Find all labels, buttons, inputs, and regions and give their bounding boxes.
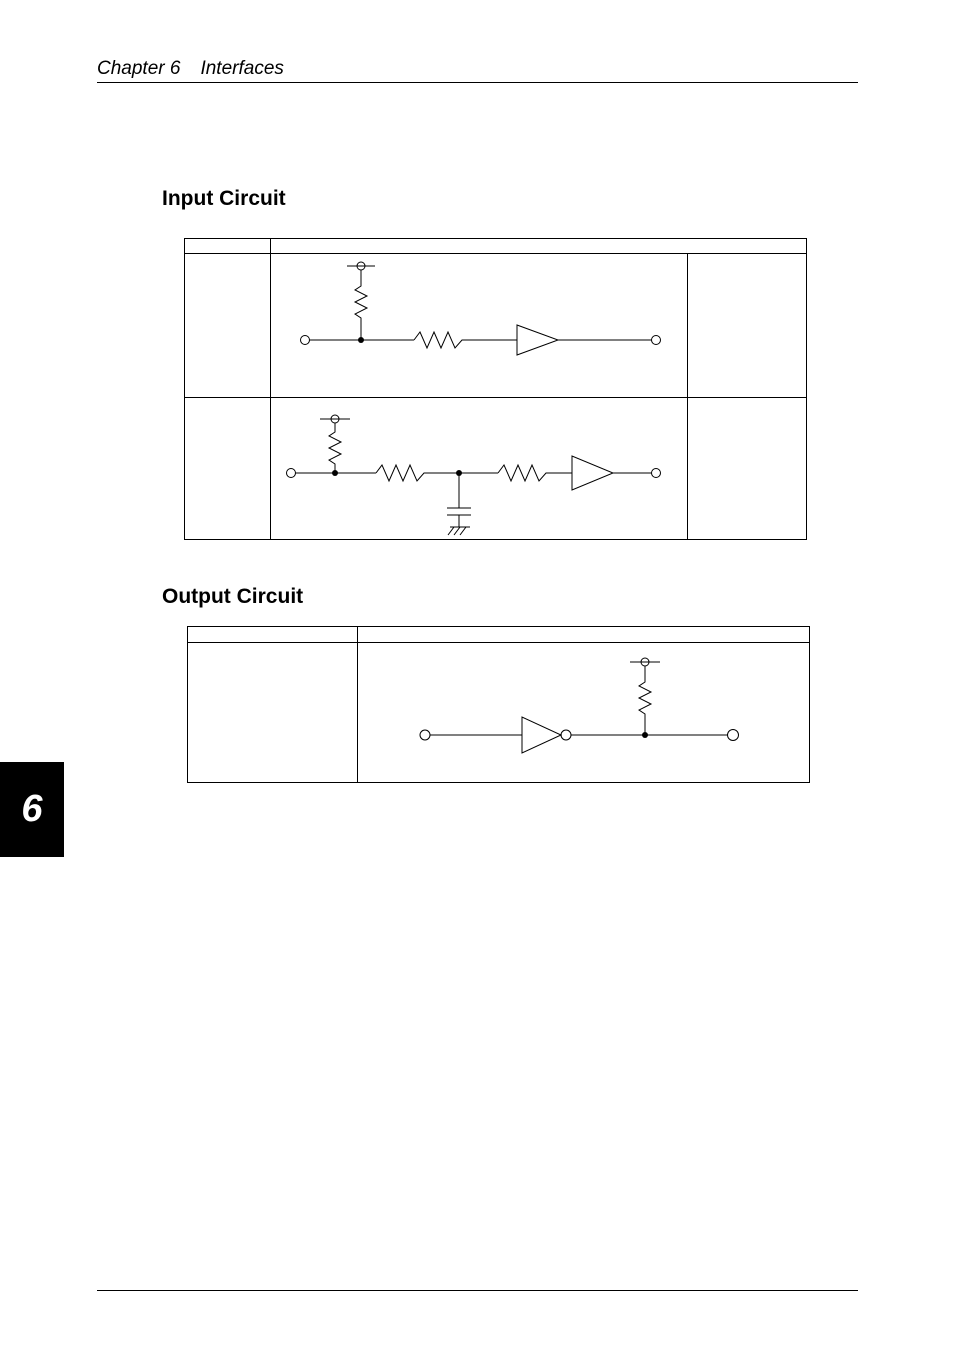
inverter-bubble (561, 730, 571, 740)
pullup-resistor-3 (639, 666, 651, 735)
input-circuit-table (184, 238, 808, 542)
input-circuit-diagram (184, 238, 808, 542)
junction-dot-2 (332, 470, 338, 476)
output-input-terminal (420, 730, 430, 740)
chapter-tab-number: 6 (21, 788, 43, 830)
input-circuit-2 (287, 415, 661, 535)
junction-dot-4 (642, 732, 648, 738)
output-circuit (420, 658, 739, 753)
junction-dot-3 (456, 470, 462, 476)
input-terminal-2 (287, 469, 296, 478)
footer-rule (97, 1290, 858, 1291)
header-rule (97, 82, 858, 83)
header-title: Interfaces (200, 58, 284, 79)
output-terminal-1 (652, 336, 661, 345)
pullup-resistor-1 (355, 270, 367, 340)
pullup-resistor-2 (329, 423, 341, 473)
input-circuit-heading: Input Circuit (162, 187, 286, 210)
series-resistor-1 (414, 332, 517, 348)
series-resistor-2b (498, 465, 572, 481)
input-terminal-1 (301, 336, 310, 345)
header-chapter: Chapter 6 (97, 58, 181, 79)
output-circuit-diagram (187, 626, 812, 786)
buffer-1 (517, 325, 558, 355)
series-resistor-2a (376, 465, 498, 481)
output-terminal-2 (652, 469, 661, 478)
input-circuit-1 (301, 262, 661, 355)
inverter (522, 717, 561, 753)
output-circuit-heading: Output Circuit (162, 585, 304, 608)
buffer-2 (572, 456, 613, 490)
output-circuit-table (187, 626, 812, 786)
chapter-tab (0, 762, 64, 857)
output-terminal (728, 730, 739, 741)
page-header (97, 58, 284, 80)
junction-dot-1 (358, 337, 364, 343)
